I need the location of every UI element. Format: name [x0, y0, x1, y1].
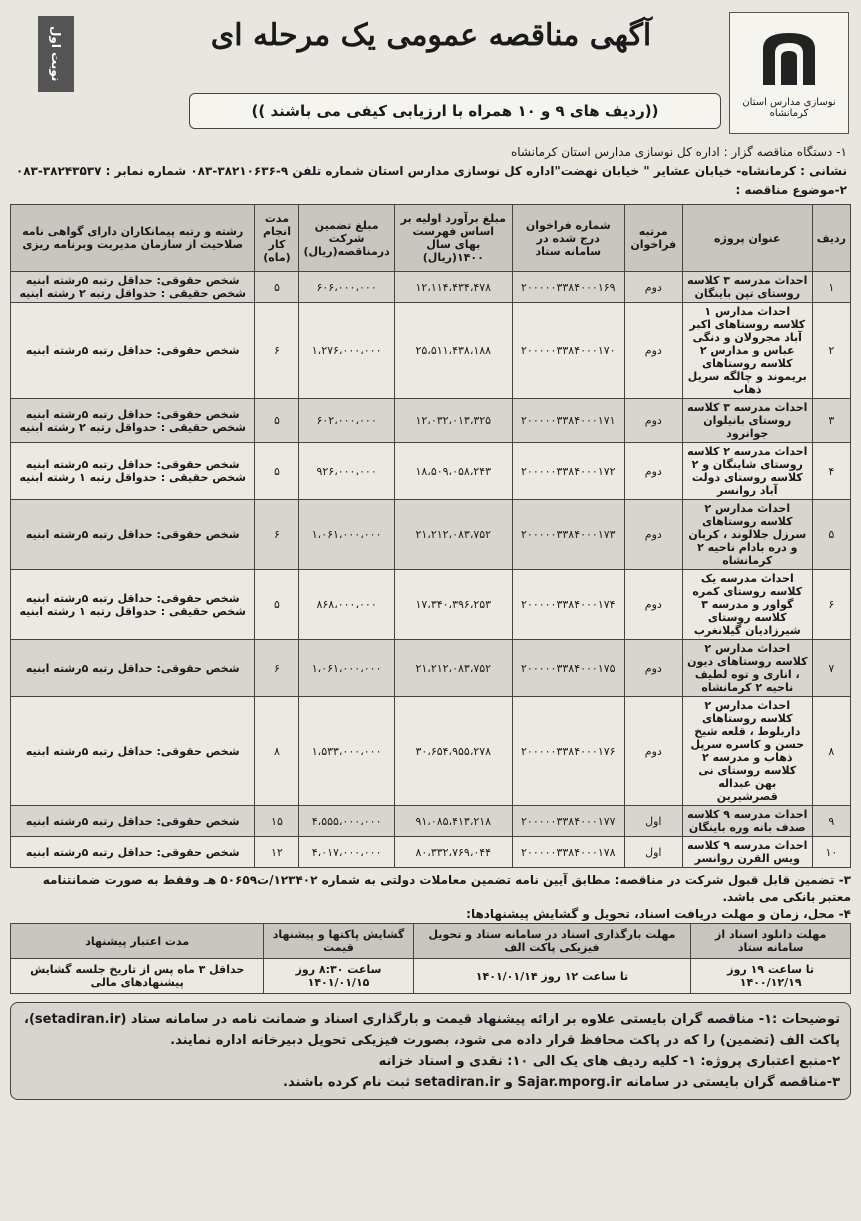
- deadline-value-cell: تا ساعت ۱۲ روز ۱۴۰۱/۰۱/۱۴: [413, 959, 691, 994]
- schedule-note: ۴- محل، زمان و مهلت دریافت اسناد، تحویل و گشایش پیشنهادها:: [466, 907, 851, 921]
- contractor-requirement: شخص حقوقی: حداقل رتبه ۵رشته ابنیه شخص حقیقی : حدواقل رتبه ۲ رشته ابنیه: [11, 399, 255, 443]
- estimate-amount: ۸۰،۳۳۲،۷۶۹،۰۴۴: [394, 837, 512, 868]
- table-row: [11, 640, 851, 697]
- deadlines-header-row: [11, 924, 851, 959]
- table-row: [11, 837, 851, 868]
- tender-code: ۲۰۰۰۰۰۳۳۸۴۰۰۰۱۷۴: [512, 570, 624, 640]
- estimate-amount: ۲۱،۲۱۲،۰۸۳،۷۵۲: [394, 500, 512, 570]
- notice-subtitle: ((ردیف های ۹ و ۱۰ همراه با ارزیابی کیفی می باشند )): [189, 93, 721, 129]
- tender-code: ۲۰۰۰۰۰۳۳۸۴۰۰۰۱۷۰: [512, 303, 624, 399]
- table-row: [11, 399, 851, 443]
- guarantee-amount: ۴،۵۵۵،۰۰۰،۰۰۰: [299, 806, 394, 837]
- footer-note-1: توضیحات :۱- مناقصه گران بایستی علاوه بر ارائه پیشنهاد قیمت و بارگذاری اسناد و ضمانت نامه در سامانه ستاد (setadiran.ir)، پاکت الف (تضمین) را که در پاکت محافظ قرار داده می شود، بصورت فیزیکی تحویل دبیرخانه اداره نمایند.: [24, 1012, 840, 1048]
- call-rank: اول: [624, 837, 682, 868]
- tender-code: ۲۰۰۰۰۰۳۳۸۴۰۰۰۱۷۳: [512, 500, 624, 570]
- school-renovation-logo-icon: [757, 27, 821, 91]
- project-title: احداث مدارس ۲ کلاسه روستاهای داربلوط ، قلعه شیخ حسن و کاسره سرپل ذهاب و مدرسه ۲ کلاسه روستای نی بهن عبداله قصرشیرین: [682, 697, 812, 806]
- deadlines-table: [10, 923, 851, 994]
- duration-months: ۵: [255, 570, 299, 640]
- table-row: [11, 500, 851, 570]
- estimate-amount: ۲۱،۲۱۲،۰۸۳،۷۵۲: [394, 640, 512, 697]
- guarantee-note: ۳- تضمین قابل قبول شرکت در مناقصه: مطابق آیین نامه تضمین معاملات دولتی به شماره ۱۲۳۴۰۲/ت۵۰۶۵۹ هـ وفقط به صورت ضمانتنامه معتبر بانکی می باشد.: [42, 873, 851, 904]
- table-row: [11, 303, 851, 399]
- project-title: احداث مدرسه ۳ کلاسه روستای بانیلوان جوانرود: [682, 399, 812, 443]
- row-number: ۸: [812, 697, 850, 806]
- contractor-requirement: شخص حقوقی: حداقل رتبه ۵رشته ابنیه: [11, 500, 255, 570]
- deadline-value-cell: حداقل ۳ ماه پس از تاریخ جلسه گشایش پیشنهادهای مالی: [11, 959, 264, 994]
- notes: [10, 872, 851, 923]
- contractor-requirement: شخص حقوقی: حداقل رتبه ۵رشته ابنیه: [11, 640, 255, 697]
- table-header-row: [11, 205, 851, 272]
- contractor-requirement: شخص حقوقی: حداقل رتبه ۵رشته ابنیه: [11, 303, 255, 399]
- table-header-cell: شماره فراخوان درج شده در سامانه ستاد: [512, 205, 624, 272]
- guarantee-amount: ۶۰۲،۰۰۰،۰۰۰: [299, 399, 394, 443]
- call-rank: دوم: [624, 303, 682, 399]
- organization-logo: [729, 12, 849, 134]
- logo-text: نوسازی مدارس استان کرمانشاه: [742, 97, 836, 119]
- duration-months: ۶: [255, 500, 299, 570]
- deadlines-value-row: [11, 959, 851, 994]
- tender-code: ۲۰۰۰۰۰۳۳۸۴۰۰۰۱۶۹: [512, 272, 624, 303]
- subject-heading: ۲-موضوع مناقصه :: [735, 183, 847, 197]
- call-rank: دوم: [624, 399, 682, 443]
- table-header-cell: رشته و رتبه پیمانکاران دارای گواهی نامه صلاحیت از سازمان مدیریت وبرنامه ریزی: [11, 205, 255, 272]
- estimate-amount: ۳۰،۶۵۴،۹۵۵،۲۷۸: [394, 697, 512, 806]
- tender-code: ۲۰۰۰۰۰۳۳۸۴۰۰۰۱۷۲: [512, 443, 624, 500]
- duration-months: ۱۵: [255, 806, 299, 837]
- row-number: ۷: [812, 640, 850, 697]
- guarantee-amount: ۱،۵۳۳،۰۰۰،۰۰۰: [299, 697, 394, 806]
- tender-code: ۲۰۰۰۰۰۳۳۸۴۰۰۰۱۷۶: [512, 697, 624, 806]
- tender-code: ۲۰۰۰۰۰۳۳۸۴۰۰۰۱۷۵: [512, 640, 624, 697]
- guarantee-amount: ۶۰۶،۰۰۰،۰۰۰: [299, 272, 394, 303]
- notice-title: آگهی مناقصه عمومی یک مرحله ای: [210, 18, 652, 53]
- row-number: ۱: [812, 272, 850, 303]
- call-rank: دوم: [624, 697, 682, 806]
- project-title: احداث مدارس ۱ کلاسه روستاهای اکبر آباد مجرولان و دنگی عباس و مدارس ۲ کلاسه روستاهای بریموند و چالگه سریل ذهاب: [682, 303, 812, 399]
- deadline-value-cell: تا ساعت ۱۹ روز ۱۴۰۰/۱۲/۱۹: [691, 959, 851, 994]
- project-title: احداث مدرسه یک کلاسه روستای کمره گواور و مدرسه ۳ کلاسه روستای شیرزادیان گیلانغرب: [682, 570, 812, 640]
- table-header-cell: ردیف: [812, 205, 850, 272]
- deadline-header-cell: مهلت بارگذاری اسناد در سامانه ستاد و تحویل فیزیکی پاکت الف: [413, 924, 691, 959]
- project-title: احداث مدارس ۲ کلاسه روستاهای دیون ، اناری و توه لطیف ناحیه ۲ کرمانشاه: [682, 640, 812, 697]
- guarantee-amount: ۱،۲۷۶،۰۰۰،۰۰۰: [299, 303, 394, 399]
- duration-months: ۶: [255, 640, 299, 697]
- contractor-requirement: شخص حقوقی: حداقل رتبه ۵رشته ابنیه: [11, 806, 255, 837]
- table-row: [11, 697, 851, 806]
- table-row: [11, 272, 851, 303]
- project-title: احداث مدارس ۲ کلاسه روستاهای سرزل جلالوند ، کربان و دره بادام ناحیه ۲ کرمانشاه: [682, 500, 812, 570]
- organizer-line: ۱- دستگاه مناقصه گزار : اداره کل نوسازی مدارس استان کرمانشاه: [510, 145, 847, 159]
- guarantee-amount: ۹۲۶،۰۰۰،۰۰۰: [299, 443, 394, 500]
- guarantee-amount: ۸۶۸،۰۰۰،۰۰۰: [299, 570, 394, 640]
- footer-notes: [10, 1002, 851, 1100]
- call-rank: دوم: [624, 640, 682, 697]
- project-title: احداث مدرسه ۲ کلاسه روستای شاینگان و ۲ کلاسه روستای دولت آباد روانسر: [682, 443, 812, 500]
- address-line: نشانی : کرمانشاه- خیابان عشایر " خیابان نهضت"اداره کل نوسازی مدارس استان شماره تلفن ۹-۳۸۲۱۰۶۳۶-۰۸۳ شماره نمابر : ۳۸۲۴۳۵۳۷-۰۸۳: [15, 164, 847, 178]
- row-number: ۱۰: [812, 837, 850, 868]
- duration-months: ۵: [255, 443, 299, 500]
- tender-code: ۲۰۰۰۰۰۳۳۸۴۰۰۰۱۷۱: [512, 399, 624, 443]
- footer-note-3: ۳-مناقصه گران بایستی در سامانه Sajar.mporg.ir و setadiran.ir ثبت نام کرده باشند.: [283, 1075, 840, 1090]
- table-row: [11, 570, 851, 640]
- row-number: ۳: [812, 399, 850, 443]
- project-title: احداث مدرسه ۹ کلاسه صدف بانه وره باینگان: [682, 806, 812, 837]
- contractor-requirement: شخص حقوقی: حداقل رتبه ۵رشته ابنیه شخص حقیقی : حدواقل رتبه ۱ رشته ابنیه: [11, 443, 255, 500]
- duration-months: ۵: [255, 399, 299, 443]
- table-row: [11, 443, 851, 500]
- call-rank: دوم: [624, 272, 682, 303]
- tender-info: [10, 143, 851, 200]
- table-header-cell: مبلغ برآورد اولیه بر اساس فهرست بهای سال ۱۴۰۰(ریال): [394, 205, 512, 272]
- table-header-cell: مرتبه فراخوان: [624, 205, 682, 272]
- deadline-header-cell: مهلت دانلود اسناد از سامانه ستاد: [691, 924, 851, 959]
- projects-table: [10, 204, 851, 868]
- tender-code: ۲۰۰۰۰۰۳۳۸۴۰۰۰۱۷۸: [512, 837, 624, 868]
- duration-months: ۶: [255, 303, 299, 399]
- row-number: ۵: [812, 500, 850, 570]
- call-rank: اول: [624, 806, 682, 837]
- estimate-amount: ۱۲،۰۳۲،۰۱۳،۳۲۵: [394, 399, 512, 443]
- contractor-requirement: شخص حقوقی: حداقل رتبه ۵رشته ابنیه: [11, 837, 255, 868]
- deadline-value-cell: ساعت ۸:۳۰ روز ۱۴۰۱/۰۱/۱۵: [264, 959, 413, 994]
- row-number: ۶: [812, 570, 850, 640]
- contractor-requirement: شخص حقوقی: حداقل رتبه ۵رشته ابنیه: [11, 697, 255, 806]
- contractor-requirement: شخص حقوقی: حداقل رتبه ۵رشته ابنیه شخص حقیقی : حدواقل رتبه ۱ رشته ابنیه: [11, 570, 255, 640]
- publication-badge: نوبت اول: [38, 16, 74, 92]
- estimate-amount: ۲۵،۵۱۱،۴۳۸،۱۸۸: [394, 303, 512, 399]
- table-row: [11, 806, 851, 837]
- estimate-amount: ۱۸،۵۰۹،۰۵۸،۲۴۳: [394, 443, 512, 500]
- tender-code: ۲۰۰۰۰۰۳۳۸۴۰۰۰۱۷۷: [512, 806, 624, 837]
- duration-months: ۵: [255, 272, 299, 303]
- guarantee-amount: ۱،۰۶۱،۰۰۰،۰۰۰: [299, 640, 394, 697]
- table-header-cell: مبلغ تضمین شرکت درمناقصه(ریال): [299, 205, 394, 272]
- row-number: ۲: [812, 303, 850, 399]
- guarantee-amount: ۱،۰۶۱،۰۰۰،۰۰۰: [299, 500, 394, 570]
- footer-note-2: ۲-منبع اعتباری پروژه: ۱- کلیه ردیف های یک الی ۱۰: نقدی و اسناد خزانه: [378, 1054, 840, 1069]
- contractor-requirement: شخص حقوقی: حداقل رتبه ۵رشته ابنیه شخص حقیقی : حدواقل رتبه ۲ رشته ابنیه: [11, 272, 255, 303]
- deadline-header-cell: مدت اعتبار پیشنهاد: [11, 924, 264, 959]
- duration-months: ۱۲: [255, 837, 299, 868]
- row-number: ۹: [812, 806, 850, 837]
- estimate-amount: ۱۲،۱۱۴،۴۳۴،۴۷۸: [394, 272, 512, 303]
- duration-months: ۸: [255, 697, 299, 806]
- row-number: ۴: [812, 443, 850, 500]
- call-rank: دوم: [624, 570, 682, 640]
- project-title: احداث مدرسه ۳ کلاسه روستای تپن باینگان: [682, 272, 812, 303]
- estimate-amount: ۱۷،۳۴۰،۳۹۶،۲۵۳: [394, 570, 512, 640]
- call-rank: دوم: [624, 500, 682, 570]
- table-header-cell: عنوان پروژه: [682, 205, 812, 272]
- estimate-amount: ۹۱،۰۸۵،۴۱۳،۲۱۸: [394, 806, 512, 837]
- call-rank: دوم: [624, 443, 682, 500]
- project-title: احداث مدرسه ۹ کلاسه ویس القرن روانسر: [682, 837, 812, 868]
- header: [10, 8, 851, 143]
- guarantee-amount: ۴،۰۱۷،۰۰۰،۰۰۰: [299, 837, 394, 868]
- deadline-header-cell: گشایش پاکتها و پیشنهاد قیمت: [264, 924, 413, 959]
- table-header-cell: مدت انجام کار (ماه): [255, 205, 299, 272]
